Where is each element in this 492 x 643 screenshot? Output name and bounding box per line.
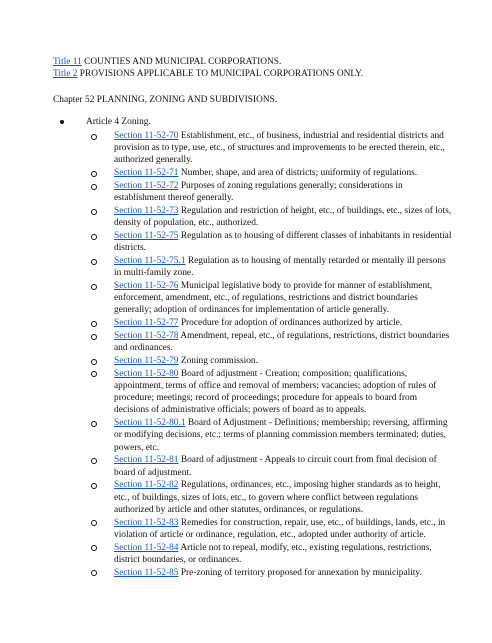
title-line xyxy=(53,56,452,68)
section-item xyxy=(53,167,452,179)
section-description: Zoning commission. xyxy=(178,356,258,366)
article-item xyxy=(53,116,452,579)
section-list xyxy=(53,130,452,579)
section-description: Municipal legislative body to provide for manner of establishment, enforcement, amendment, etc., of regulations, restrictions and district boundaries generally; adoption of ordinances for implementation of article generally. xyxy=(114,281,433,316)
section-description: Board of adjustment - Creation; composition; qualifications, appointment, terms of office and removal of members; vacancies; adoption of rules of procedure; meetings; record of proceedings; procedure for appeals to board from decisions of administrative officials; powers of board as to appeals. xyxy=(114,368,437,416)
section-item xyxy=(53,230,452,254)
section-link[interactable]: Section 11-52-81 xyxy=(114,455,179,466)
section-description: Regulation as to housing of mentally retarded or mentally ill persons in multi-family zone. xyxy=(114,256,446,279)
section-description: Purposes of zoning regulations generally; considerations in establishment thereof generally. xyxy=(114,181,403,204)
section-link[interactable]: Section 11-52-76 xyxy=(114,281,179,291)
section-description: Board of Adjustment - Definitions; membership; reversing, affirming or modifying decisions, etc.; terms of planning commission members terminated; duties, powers, etc. xyxy=(114,418,448,453)
section-description: Number, shape, and area of districts; uniformity of regulations. xyxy=(178,168,418,179)
section-item xyxy=(53,280,452,317)
section-link[interactable]: Section 11-52-71 xyxy=(114,168,179,179)
subtitle-line xyxy=(53,68,452,80)
section-item xyxy=(53,317,452,329)
section-link[interactable]: Section 11-52-80 xyxy=(114,368,179,379)
section-link[interactable]: Section 11-52-77 xyxy=(114,318,179,329)
section-item xyxy=(53,368,452,417)
subtitle-link[interactable]: Title 2 xyxy=(53,69,78,79)
article-list xyxy=(53,116,452,579)
section-description: Establishment, etc., of business, industrial and residential districts and provision as to type, use, etc., of structures and improvements to be erected therein, etc., authorized generally. xyxy=(114,131,445,166)
section-description: Remedies for construction, repair, use, etc., of buildings, lands, etc., in violation of article or ordinance, regulation, etc., adopted under authority of article. xyxy=(114,517,446,540)
title-text: COUNTIES AND MUNICIPAL CORPORATIONS. xyxy=(81,57,282,67)
section-item xyxy=(53,542,452,566)
section-link[interactable]: Section 11-52-80.1 xyxy=(114,418,186,429)
section-link[interactable]: Section 11-52-73 xyxy=(114,206,179,216)
section-item xyxy=(53,454,452,478)
section-description: Regulation as to housing of different classes of inhabitants in residential districts. xyxy=(114,231,452,254)
section-link[interactable]: Section 11-52-78 xyxy=(114,331,179,341)
section-item xyxy=(53,330,452,354)
section-item xyxy=(53,205,452,229)
section-description: Board of adjustment - Appeals to circuit court from final decision of board of adjustment. xyxy=(114,455,437,478)
section-link[interactable]: Section 11-52-83 xyxy=(114,517,179,528)
section-link[interactable]: Section 11-52-70 xyxy=(114,131,179,141)
section-item xyxy=(53,479,452,516)
section-description: Article not to repeal, modify, etc., existing regulations, restrictions, district boundaries, or ordinances. xyxy=(114,542,432,565)
chapter-heading: Chapter 52 PLANNING, ZONING AND SUBDIVISIONS. xyxy=(53,95,278,105)
section-item xyxy=(53,567,452,579)
article-label: Article 4 Zoning. xyxy=(53,116,452,128)
section-item xyxy=(53,130,452,167)
section-link[interactable]: Section 11-52-85 xyxy=(114,567,179,578)
section-description: Amendment, repeal, etc., of regulations, restrictions, district boundaries and ordinances. xyxy=(114,331,450,354)
section-description: Pre-zoning of territory proposed for annexation by municipality. xyxy=(178,567,422,578)
section-description: Procedure for adoption of ordinances authorized by article. xyxy=(178,318,403,329)
section-item xyxy=(53,355,452,367)
section-link[interactable]: Section 11-52-79 xyxy=(114,356,179,366)
section-link[interactable]: Section 11-52-75 xyxy=(114,231,179,241)
section-item xyxy=(53,417,452,454)
section-description: Regulation and restriction of height, etc., of buildings, etc., sizes of lots, density of population, etc., authorized. xyxy=(114,206,452,229)
section-item xyxy=(53,180,452,204)
subtitle-text: PROVISIONS APPLICABLE TO MUNICIPAL CORPORATIONS ONLY. xyxy=(77,69,364,79)
section-link[interactable]: Section 11-52-72 xyxy=(114,181,179,191)
section-link[interactable]: Section 11-52-75.1 xyxy=(114,256,186,266)
section-item xyxy=(53,255,452,279)
section-link[interactable]: Section 11-52-82 xyxy=(114,480,179,491)
section-link[interactable]: Section 11-52-84 xyxy=(114,542,179,553)
section-description: Regulations, ordinances, etc., imposing higher standards as to height, etc., of buildings, sizes of lots, etc., to govern where conflict between regulations authorized by article and other statutes, ordinances, or regulations. xyxy=(114,480,441,515)
section-item xyxy=(53,517,452,541)
title-link[interactable]: Title 11 xyxy=(53,57,82,67)
